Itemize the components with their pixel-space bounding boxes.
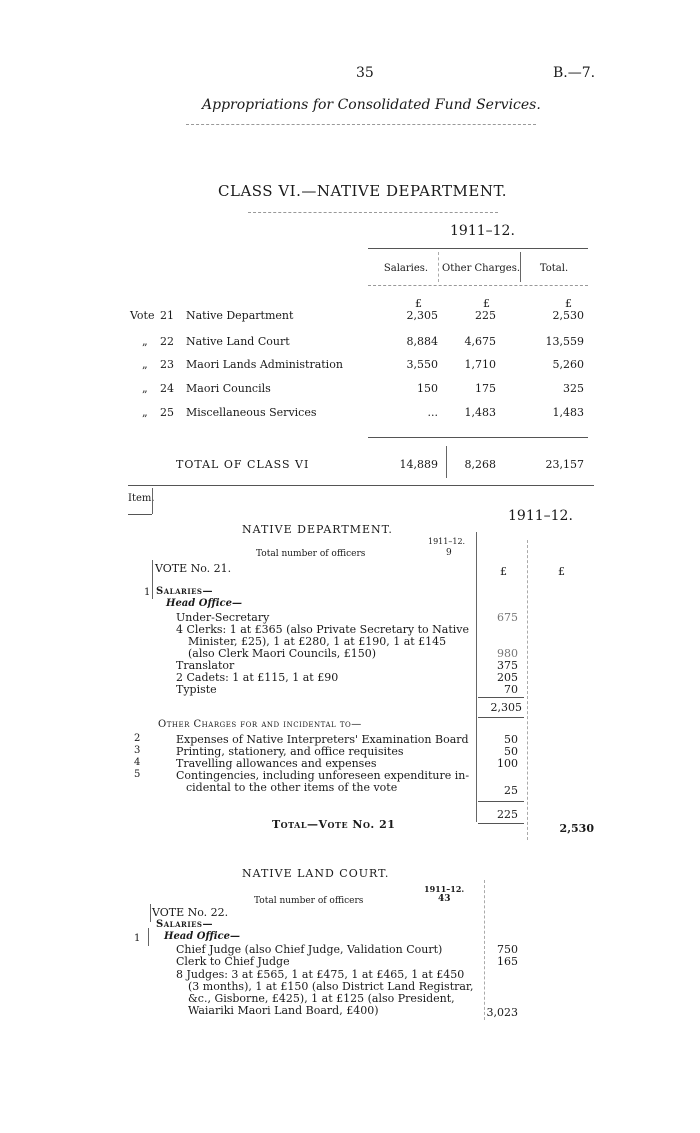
salary-line: 2 Cadets: 1 at £115, 1 at £90	[176, 671, 339, 684]
summary-row-prefix: „	[142, 335, 148, 348]
summary-row-prefix: „	[142, 382, 148, 395]
summary-row-total: 13,559	[545, 335, 584, 348]
item-number: 1	[134, 933, 141, 944]
summary-row-salaries: ...	[427, 406, 438, 419]
salary-line: Under-Secretary	[176, 611, 270, 624]
summary-row-prefix: „	[142, 406, 148, 419]
salary-line: Translator	[176, 659, 235, 672]
head-office-heading: Head Office—	[166, 598, 242, 609]
summary-row-total: 1,483	[552, 406, 584, 419]
other-charge-amount: 100	[497, 757, 518, 770]
other-charges-heading: Other Charges for and incidental to—	[158, 719, 362, 730]
summary-row-other: 1,710	[464, 358, 496, 371]
officers-year: 1911–12.	[428, 537, 466, 546]
summary-row-salaries: 8,884	[406, 335, 438, 348]
officers-count: 43	[438, 894, 451, 904]
officers-count: 9	[446, 548, 452, 558]
col-salaries: Salaries.	[383, 263, 429, 274]
summary-row-vote: 22	[160, 335, 174, 348]
summary-row-name: Native Department	[186, 309, 294, 322]
salary-line: Chief Judge (also Chief Judge, Validation Court)	[176, 943, 443, 956]
salary-amount: 165	[497, 955, 518, 968]
other-charge-amount: 50	[504, 733, 518, 746]
salary-amount: 375	[497, 659, 518, 672]
item-column-header: Item.	[128, 493, 155, 504]
summary-total-label: TOTAL OF CLASS VI	[176, 458, 310, 471]
salary-line: (also Clerk Maori Councils, £150)	[188, 647, 377, 660]
salaries-subtotal-rule	[478, 697, 524, 698]
other-charge-amount: 25	[504, 784, 518, 797]
other-charges-subtotal-rule	[478, 801, 524, 802]
officers-year: 1911–12.	[424, 884, 465, 894]
summary-row-prefix: Vote	[130, 309, 155, 322]
salary-line: 4 Clerks: 1 at £365 (also Private Secretary to Native	[176, 623, 469, 636]
col-other-charges: Other Charges.	[442, 263, 520, 274]
summary-year: 1911–12.	[450, 223, 515, 239]
salary-line: Clerk to Chief Judge	[176, 955, 290, 968]
item-bracket	[148, 928, 149, 946]
other-charge-line: Printing, stationery, and office requisites	[176, 745, 404, 758]
summary-row-name: Maori Lands Administration	[186, 358, 343, 371]
summary-row-other: 4,675	[464, 335, 496, 348]
summary-total-other: 8,268	[464, 458, 496, 471]
summary-row-other: 225	[475, 309, 496, 322]
class-title-rule	[248, 212, 498, 213]
detail-top-rule	[128, 485, 594, 486]
officers-label: Total number of officers	[254, 896, 364, 906]
summary-row-total: 5,260	[552, 358, 584, 371]
summary-header-top-rule	[368, 248, 588, 249]
running-title: Appropriations for Consolidated Fund Services.	[202, 97, 541, 113]
vote-total-amount: 2,530	[559, 822, 594, 835]
currency-salaries: £	[415, 297, 422, 310]
summary-row-prefix: „	[142, 358, 148, 371]
salary-amount: 3,023	[486, 1006, 518, 1019]
detail-total-divider	[527, 540, 528, 840]
detail-amount-divider	[476, 532, 477, 822]
detail-currency-col2: £	[558, 565, 565, 578]
currency-other: £	[483, 297, 490, 310]
item-number: 1	[144, 587, 151, 598]
other-item-number: 3	[134, 745, 141, 756]
other-item-number: 2	[134, 733, 141, 744]
other-charge-line: Expenses of Native Interpreters' Examination Board	[176, 733, 469, 746]
salary-line: Typiste	[176, 683, 217, 696]
section-title-native-land-court: NATIVE LAND COURT.	[242, 867, 390, 880]
summary-row-vote: 21	[160, 309, 174, 322]
summary-row-total: 2,530	[552, 309, 584, 322]
detail-currency-col1: £	[500, 565, 507, 578]
salary-amount: 205	[497, 671, 518, 684]
vote-bracket	[150, 904, 151, 922]
summary-total-divider	[446, 446, 447, 478]
summary-header-bottom-rule	[368, 285, 588, 286]
summary-total-salaries: 14,889	[399, 458, 438, 471]
summary-col-divider-1	[438, 252, 439, 282]
document-reference: B.—7.	[553, 65, 596, 81]
summary-row-salaries: 150	[417, 382, 438, 395]
currency-total: £	[565, 297, 572, 310]
summary-col-divider-2	[520, 252, 521, 282]
summary-row-other: 1,483	[464, 406, 496, 419]
salary-amount: 675	[497, 611, 518, 624]
summary-row-salaries: 3,550	[406, 358, 438, 371]
other-charges-subtotal: 225	[497, 808, 518, 821]
summary-total-rule	[368, 437, 588, 438]
section-title-native-department: NATIVE DEPARTMENT.	[242, 523, 393, 536]
other-item-number: 5	[134, 769, 141, 780]
salaries-heading: Salaries—	[156, 919, 213, 930]
vote-number: VOTE No. 21.	[155, 562, 232, 575]
item-header-rule	[128, 514, 152, 515]
officers-label: Total number of officers	[256, 549, 366, 559]
salaries-subtotal-bottom-rule	[478, 717, 524, 718]
detail-year: 1911–12.	[508, 508, 573, 524]
other-charges-subtotal-bottom-rule	[478, 823, 524, 824]
salaries-heading: Salaries—	[156, 586, 213, 597]
other-charge-line: Contingencies, including unforeseen expenditure in-	[176, 769, 470, 782]
salary-line: Minister, £25), 1 at £280, 1 at £190, 1 at £145	[188, 635, 447, 648]
salary-amount: 980	[497, 647, 518, 660]
item-column-divider	[152, 488, 153, 514]
other-charge-line: cidental to the other items of the vote	[186, 781, 398, 794]
salary-amount: 750	[497, 943, 518, 956]
salary-line: &c., Gisborne, £425), 1 at £125 (also President,	[188, 992, 455, 1005]
vote-bracket	[152, 560, 153, 584]
summary-row-vote: 24	[160, 382, 174, 395]
head-office-heading: Head Office—	[164, 931, 240, 942]
summary-row-other: 175	[475, 382, 496, 395]
salary-line: (3 months), 1 at £150 (also District Land Registrar,	[188, 980, 474, 993]
other-charge-amount: 50	[504, 745, 518, 758]
summary-row-vote: 23	[160, 358, 174, 371]
vote-number: VOTE No. 22.	[152, 906, 229, 919]
header-rule	[186, 124, 536, 125]
salaries-subtotal: 2,305	[490, 701, 522, 714]
summary-row-total: 325	[563, 382, 584, 395]
salary-line: 8 Judges: 3 at £565, 1 at £475, 1 at £465, 1 at £450	[176, 968, 465, 981]
other-item-number: 4	[134, 757, 141, 768]
other-charge-line: Travelling allowances and expenses	[176, 757, 377, 770]
vote-total-label: Total—Vote No. 21	[272, 818, 396, 831]
summary-row-salaries: 2,305	[406, 309, 438, 322]
summary-total-total: 23,157	[545, 458, 584, 471]
item-bracket	[152, 583, 153, 599]
page-number: 35	[356, 65, 374, 81]
col-total: Total.	[539, 263, 569, 274]
summary-row-name: Miscellaneous Services	[186, 406, 317, 419]
salary-amount: 70	[504, 683, 518, 696]
summary-row-name: Maori Councils	[186, 382, 271, 395]
class-title: CLASS VI.—NATIVE DEPARTMENT.	[218, 182, 508, 200]
summary-row-vote: 25	[160, 406, 174, 419]
salary-line: Waiariki Maori Land Board, £400)	[188, 1004, 379, 1017]
summary-row-name: Native Land Court	[186, 335, 290, 348]
